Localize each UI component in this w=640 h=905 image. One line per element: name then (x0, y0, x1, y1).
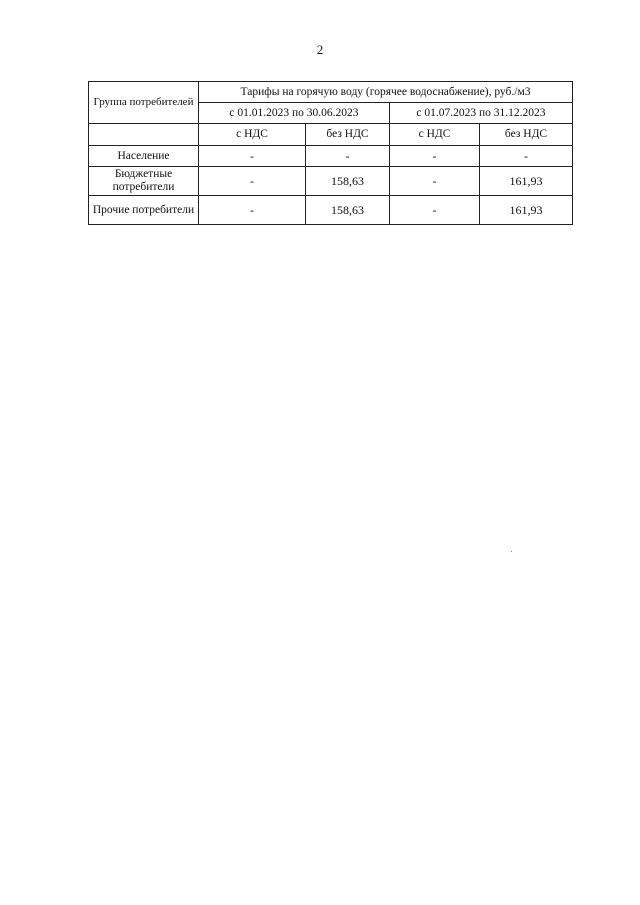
table-header-row (89, 82, 573, 103)
empty-header-cell (89, 124, 199, 146)
group-header: Группа потребителей (89, 82, 199, 124)
value-cell: 158,63 (306, 196, 390, 225)
group-cell: Население (89, 146, 199, 167)
value-cell: - (480, 146, 573, 167)
value-cell: - (199, 196, 306, 225)
value-cell: - (390, 196, 480, 225)
scan-speck (511, 551, 512, 552)
value-cell: - (199, 146, 306, 167)
table-row (89, 146, 573, 167)
value-cell: - (199, 167, 306, 196)
vat-header-row (89, 124, 573, 146)
vat-header-cell: без НДС (480, 124, 573, 146)
value-cell: - (390, 146, 480, 167)
value-cell: 161,93 (480, 196, 573, 225)
period-header-1: с 01.01.2023 по 30.06.2023 (199, 103, 390, 124)
value-cell: - (306, 146, 390, 167)
value-cell: 158,63 (306, 167, 390, 196)
vat-header-cell: без НДС (306, 124, 390, 146)
tariff-table (88, 81, 573, 225)
vat-header-cell: с НДС (199, 124, 306, 146)
table-row (89, 167, 573, 196)
group-cell: Прочие потребители (89, 196, 199, 225)
group-cell: Бюджетные потребители (89, 167, 199, 196)
value-cell: 161,93 (480, 167, 573, 196)
table-row (89, 196, 573, 225)
vat-header-cell: с НДС (390, 124, 480, 146)
page-number: 2 (316, 42, 324, 57)
value-cell: - (390, 167, 480, 196)
period-header-2: с 01.07.2023 по 31.12.2023 (390, 103, 573, 124)
tariff-header: Тарифы на горячую воду (горячее водоснабжение), руб./м3 (199, 82, 573, 103)
